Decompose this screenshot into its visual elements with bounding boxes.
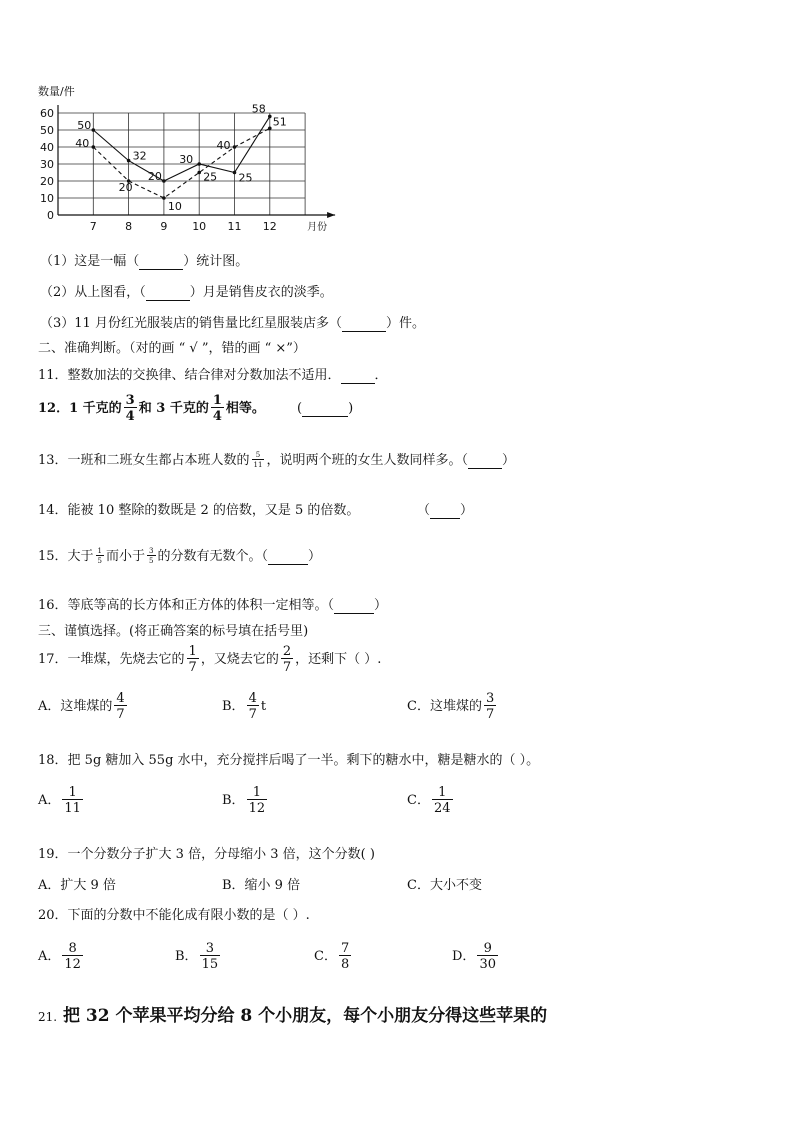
data-label: 30 xyxy=(179,153,194,166)
question-3-text: （3）11 月份红光服装店的销售量比红星服装店多（ xyxy=(40,316,342,331)
paren-left: ( xyxy=(297,401,303,416)
question-16 xyxy=(38,594,387,614)
data-point xyxy=(162,196,166,200)
question-11 xyxy=(38,364,388,384)
question-12 xyxy=(38,394,265,423)
question-21-text: 把 32 个苹果平均分给 8 个小朋友，每个小朋友分得这些苹果的 xyxy=(63,1006,548,1026)
data-point xyxy=(92,128,96,132)
data-label: 50 xyxy=(77,119,92,132)
option-17-a[interactable] xyxy=(38,692,129,721)
data-point xyxy=(268,127,272,131)
answer-blank[interactable] xyxy=(146,285,190,301)
option-label: B． xyxy=(175,949,198,964)
option-18-b[interactable] xyxy=(222,786,269,815)
section-3-heading: 三、谨慎选择。(将正确答案的标号填在括号里) xyxy=(38,624,309,639)
y-tick-label: 50 xyxy=(40,124,54,137)
question-17-text-b: ，又烧去它的 xyxy=(200,652,279,667)
question-21-number: 21. xyxy=(38,1010,58,1024)
fraction: $\frac{3}{5}$ xyxy=(149,547,154,565)
question-13 xyxy=(38,449,515,469)
paren-left: （ xyxy=(417,503,431,518)
fraction: $\frac{5}{11}$ xyxy=(253,451,263,469)
option-18-c[interactable] xyxy=(407,786,455,815)
x-tick-label: 7 xyxy=(89,220,97,233)
fraction: $\frac{9}{30}$ xyxy=(479,941,496,972)
y-tick-label: 20 xyxy=(40,175,54,188)
fraction: $\frac{8}{12}$ xyxy=(64,941,81,972)
fraction: $\frac{7}{8}$ xyxy=(340,941,350,972)
question-15 xyxy=(38,545,321,565)
question-13-text-a: 13．一班和二班女生都占本班人数的 xyxy=(38,453,250,468)
question-1-end: ）统计图。 xyxy=(183,254,249,269)
question-12-text-a: 12．1 千克的 xyxy=(38,401,122,416)
y-axis-label: 数量/件 xyxy=(38,85,75,98)
data-point xyxy=(233,171,237,175)
question-19: 19．一个分数分子扩大 3 倍，分母缩小 3 倍，这个分数( ) xyxy=(38,847,375,862)
x-tick-label: 8 xyxy=(125,220,133,233)
question-18: 18．把 5g 糖加入 55g 水中，充分搅拌后喝了一半。剩下的糖水中，糖是糖水的（ ）。 xyxy=(38,753,540,768)
option-label: A． xyxy=(38,793,61,808)
y-tick-label: 10 xyxy=(40,192,54,205)
fraction: $\frac{4}{7}$ xyxy=(248,691,257,722)
x-axis-arrow xyxy=(327,212,335,218)
fraction: $\frac{1}{11}$ xyxy=(64,785,81,816)
question-3-end: ）件。 xyxy=(385,316,425,331)
data-point xyxy=(162,179,166,183)
option-19-b[interactable]: B．缩小 9 倍 xyxy=(222,878,301,893)
y-tick-label: 30 xyxy=(40,158,54,171)
option-label: B． xyxy=(222,699,245,714)
fraction: $\frac{4}{7}$ xyxy=(116,691,125,722)
data-label: 32 xyxy=(132,149,147,163)
data-label: 25 xyxy=(238,171,253,185)
option-20-d[interactable] xyxy=(452,942,500,971)
question-11-text: 11．整数加法的交换律、结合律对分数加法不适用． xyxy=(38,368,341,383)
question-3 xyxy=(40,312,425,332)
question-11-end: ． xyxy=(374,368,388,383)
option-label: D． xyxy=(452,949,476,964)
fraction: $\frac{1}{7}$ xyxy=(188,644,197,675)
section-2-heading: 二、准确判断。（对的画 “ √ ”，错的画 “ ×”） xyxy=(38,341,306,356)
question-14-answer xyxy=(417,499,473,519)
data-label: 25 xyxy=(203,170,218,184)
data-point xyxy=(233,145,237,149)
data-label: 20 xyxy=(118,181,133,194)
option-20-a[interactable] xyxy=(38,942,85,971)
question-15-text-b: 而小于 xyxy=(106,549,146,564)
question-13-text-b: ，说明两个班的女生人数同样多。（ xyxy=(266,453,468,468)
data-point xyxy=(197,162,201,166)
question-15-text-a: 15．大于 xyxy=(38,549,94,564)
question-16-end: ） xyxy=(374,598,388,613)
answer-blank[interactable] xyxy=(342,316,386,332)
option-label: B． xyxy=(222,793,245,808)
y-tick-label: 0 xyxy=(47,209,54,222)
question-14 xyxy=(38,499,359,518)
question-20: 20．下面的分数中不能化成有限小数的是（ ）. xyxy=(38,908,310,923)
answer-blank[interactable] xyxy=(139,254,183,270)
question-12-text-b: 和 3 千克的 xyxy=(138,401,209,416)
question-12-text-c: 相等。 xyxy=(225,401,265,416)
data-point xyxy=(127,159,131,163)
x-tick-label: 12 xyxy=(262,220,277,233)
question-17 xyxy=(38,645,381,674)
question-17-text-c: ，还剩下（ ）. xyxy=(295,652,382,667)
question-17-text-a: 17．一堆煤，先烧去它的 xyxy=(38,652,185,667)
fraction: $\frac{3}{15}$ xyxy=(201,941,219,972)
unit: t xyxy=(260,699,267,714)
fraction: $\frac{1}{4}$ xyxy=(212,393,222,424)
data-point xyxy=(197,171,201,175)
fraction: $\frac{3}{4}$ xyxy=(125,393,135,424)
question-12-answer xyxy=(297,401,353,417)
x-tick-label: 10 xyxy=(192,220,207,233)
option-19-a[interactable]: A．扩大 9 倍 xyxy=(38,878,116,893)
option-20-b[interactable] xyxy=(175,942,222,971)
option-17-c[interactable] xyxy=(407,692,498,721)
x-axis-label: 月份 xyxy=(307,222,328,233)
question-1-text: （1）这是一幅（ xyxy=(40,254,140,269)
question-14-text: 14．能被 10 整除的数既是 2 的倍数，又是 5 的倍数。 xyxy=(38,503,360,518)
x-tick-label: 11 xyxy=(227,220,242,233)
question-2-text: （2）从上图看，（ xyxy=(40,285,146,300)
question-15-end: ） xyxy=(308,549,322,564)
line-chart xyxy=(30,80,350,235)
option-20-c[interactable] xyxy=(314,942,353,971)
data-label: 58 xyxy=(251,102,266,116)
data-point xyxy=(268,115,272,119)
x-tick-label: 9 xyxy=(160,220,168,233)
option-18-a[interactable] xyxy=(38,786,85,815)
data-label: 51 xyxy=(272,115,287,129)
paren-right: ） xyxy=(460,503,474,518)
answer-blank[interactable] xyxy=(430,503,460,519)
option-label: C．这堆煤的 xyxy=(407,699,482,714)
fraction: $\frac{3}{7}$ xyxy=(485,691,495,722)
option-19-c[interactable]: C．大小不变 xyxy=(407,878,482,893)
answer-blank[interactable] xyxy=(302,401,348,417)
question-15-text-c: 的分数有无数个。（ xyxy=(157,549,269,564)
data-label: 40 xyxy=(75,137,90,150)
answer-blank[interactable] xyxy=(268,549,308,565)
fraction: $\frac{1}{5}$ xyxy=(97,547,103,565)
question-13-end: ） xyxy=(501,453,515,468)
fraction: $\frac{2}{7}$ xyxy=(282,644,292,675)
paren-right: ) xyxy=(348,401,354,416)
question-16-text: 16．等底等高的长方体和正方体的体积一定相等。（ xyxy=(38,598,335,613)
option-17-b[interactable] xyxy=(222,692,266,721)
data-label: 10 xyxy=(167,200,182,213)
fraction: $\frac{1}{12}$ xyxy=(248,785,266,816)
data-label: 20 xyxy=(147,170,162,183)
question-2-end: ）月是销售皮衣的淡季。 xyxy=(189,285,333,300)
data-point xyxy=(92,145,96,149)
answer-blank[interactable] xyxy=(334,598,374,614)
question-2 xyxy=(40,281,333,301)
answer-blank[interactable] xyxy=(468,453,502,469)
question-21 xyxy=(38,1001,547,1026)
answer-blank[interactable] xyxy=(341,368,375,384)
option-label: A．这堆煤的 xyxy=(38,699,113,714)
option-label: A． xyxy=(38,949,61,964)
y-tick-label: 60 xyxy=(40,107,54,120)
option-label: C． xyxy=(314,949,337,964)
fraction: $\frac{1}{24}$ xyxy=(433,785,451,816)
y-tick-label: 40 xyxy=(40,141,54,154)
option-label: C． xyxy=(407,793,430,808)
question-1 xyxy=(40,250,248,270)
data-label: 40 xyxy=(216,139,231,152)
